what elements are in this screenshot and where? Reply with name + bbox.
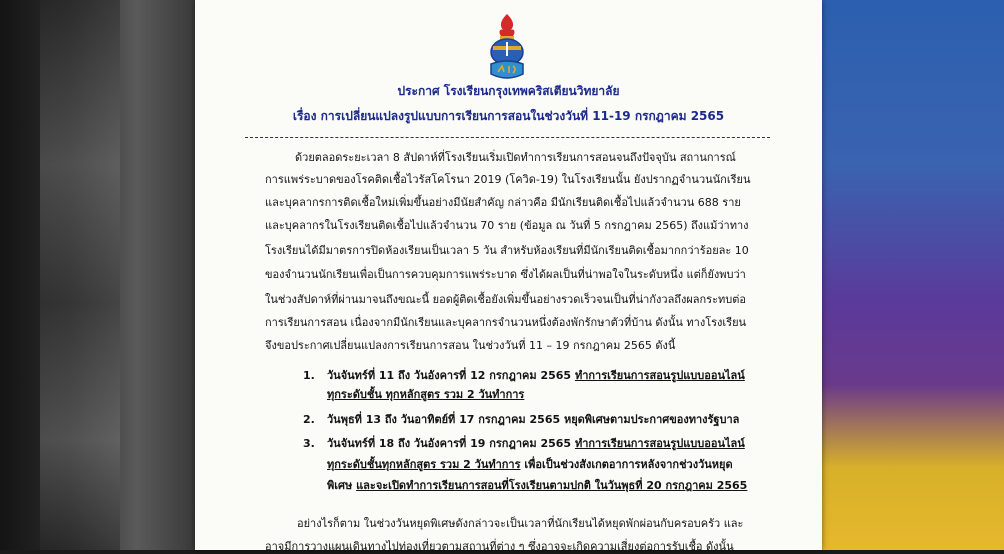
school-logo-icon (482, 12, 532, 84)
item-date: วันจันทร์ที่ 11 ถึง วันอังคารที่ 12 กรกฎาคม 2565 (327, 369, 572, 382)
item-continuation-plain: เพื่อเป็นช่วงสังเกตอาการหลังจากช่วงวันหยุด (524, 458, 733, 471)
item-number: 3. (303, 437, 315, 450)
blurred-background-left (0, 0, 195, 550)
intro-line-5: โรงเรียนได้มีมาตรการปิดห้องเรียนเป็นเวลา 5 วัน สำหรับห้องเรียนที่มีนักเรียนติดเชื้อมากกว่าร้อยละ 10 (265, 244, 749, 257)
list-item: วันพุธที่ 13 ถึง วันอาทิตย์ที่ 17 กรกฎาคม 2565 หยุดพิเศษตามประกาศของทางรัฐบาล (327, 413, 740, 426)
item-continuation-plain: พิเศษ (327, 479, 353, 492)
intro-line-9: จึงขอประกาศเปลี่ยนแปลงการเรียนการสอน ในช่วงวันที่ 11 – 19 กรกฎาคม 2565 ดังนี้ (265, 339, 676, 352)
intro-line-6: ของจำนวนนักเรียนเพื่อเป็นการควบคุมการแพร่ระบาด ซึ่งได้ผลเป็นที่น่าพอใจในระดับหนึ่ง แต่ก็ยังพบว่า (265, 268, 746, 281)
item-action: ทำการเรียนการสอนรูปแบบออนไลน์ (574, 369, 745, 382)
intro-line-3: และบุคลากรการติดเชื้อใหม่เพิ่มขึ้นอย่างมีนัยสำคัญ กล่าวคือ มีนักเรียนติดเชื้อไปแล้วจำนวน 688 ราย (265, 196, 741, 209)
intro-line-7: ในช่วงสัปดาห์ที่ผ่านมาจนถึงขณะนี้ ยอดผู้ติดเชื้อยังเพิ่มขึ้นอย่างรวดเร็วจนเป็นที่น่ากังวลถึงผลกระทบต่อ (265, 293, 746, 306)
item-continuation-underlined: ทุกระดับชั้นทุกหลักสูตร รวม 2 วันทำการ (327, 458, 521, 471)
item-action: ทำการเรียนการสอนรูปแบบออนไลน์ (574, 437, 745, 450)
list-item (327, 369, 745, 383)
item-number: 2. (303, 413, 315, 426)
announcement-document (195, 0, 822, 553)
closing-line-1: อย่างไรก็ตาม ในช่วงวันหยุดพิเศษดังกล่าวจะเป็นเวลาที่นักเรียนได้หยุดพักผ่อนกับครอบครัว และ (297, 517, 744, 530)
blurred-background-right (822, 0, 1004, 550)
intro-line-4: และบุคลากรในโรงเรียนติดเชื้อไปแล้วจำนวน 70 ราย (ข้อมูล ณ วันที่ 5 กรกฎาคม 2565) ถึงแม้ว่าทาง (265, 219, 749, 232)
announcement-subject: เรื่อง การเปลี่ยนแปลงรูปแบบการเรียนการสอนในช่วงวันที่ 11-19 กรกฎาคม 2565 (292, 109, 725, 123)
closing-line-2: อาจมีการวางแผนเดินทางไปท่องเที่ยวตามสถานที่ต่าง ๆ ซึ่งอาจจะเกิดความเสี่ยงต่อการรับเชื้อ ดังนั้น (265, 540, 734, 553)
announcement-title: ประกาศ โรงเรียนกรุงเทพคริสเตียนวิทยาลัย (397, 84, 620, 98)
item-date: วันจันทร์ที่ 18 ถึง วันอังคารที่ 19 กรกฎาคม 2565 (327, 437, 572, 450)
dashed-divider (245, 137, 770, 138)
intro-line-1: ด้วยตลอดระยะเวลา 8 สัปดาห์ที่โรงเรียนเริ่มเปิดทำการเรียนการสอนจนถึงปัจจุบัน สถานการณ์ (295, 151, 736, 164)
list-item (327, 437, 745, 451)
item-number: 1. (303, 369, 315, 382)
item-continuation (327, 479, 747, 493)
item-continuation (327, 458, 733, 472)
item-continuation-underlined: และจะเปิดทำการเรียนการสอนที่โรงเรียนตามปกติ ในวันพุธที่ 20 กรกฎาคม 2565 (356, 479, 748, 492)
intro-line-2: การแพร่ระบาดของโรคติดเชื้อไวรัสโคโรนา 2019 (โควิด-19) ในโรงเรียนนั้น ยังปรากฏจำนวนนักเรียน (265, 173, 751, 186)
intro-line-8: การเรียนการสอน เนื่องจากมีนักเรียนและบุคลากรจำนวนหนึ่งต้องพักรักษาตัวที่บ้าน ดังนั้น ทางโรงเรียน (265, 316, 747, 329)
item-continuation: ทุกระดับชั้น ทุกหลักสูตร รวม 2 วันทำการ (327, 388, 525, 401)
